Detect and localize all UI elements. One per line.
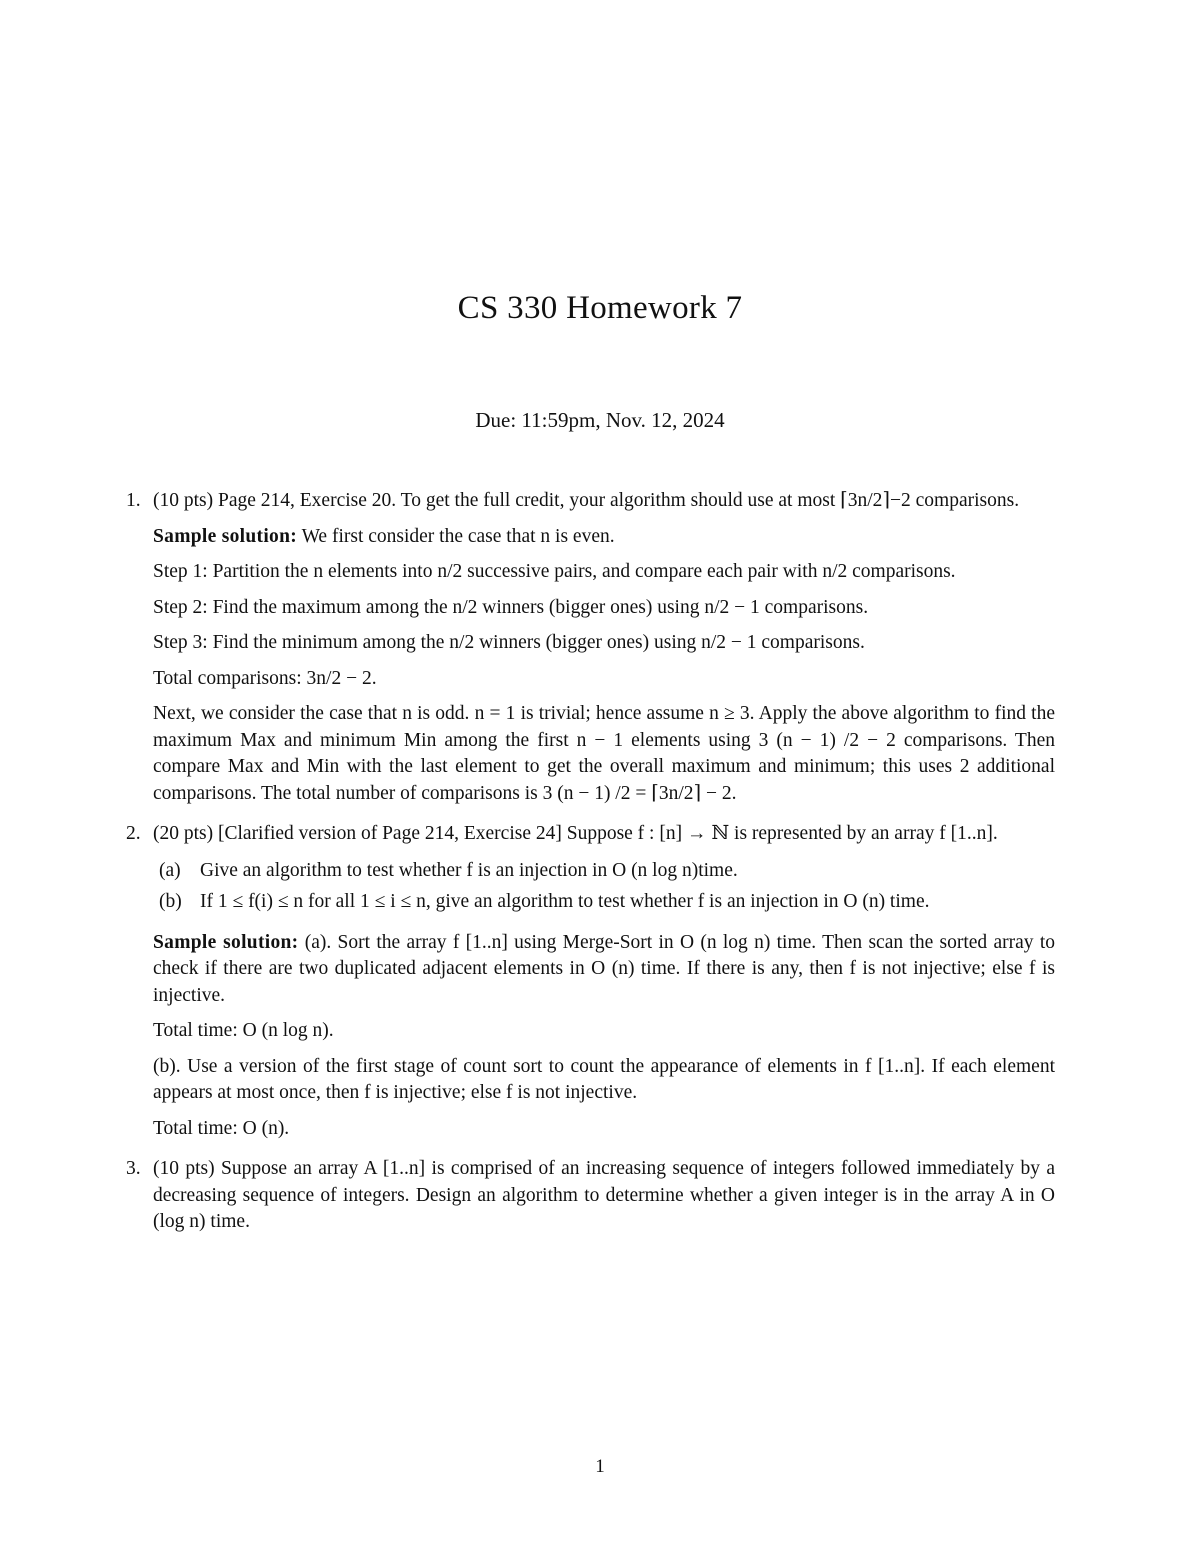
subitem-b bbox=[153, 889, 1055, 916]
due-date: Due: 11:59pm, Nov. 12, 2024 bbox=[475, 408, 725, 432]
solution-total: Total comparisons: 3n/2 − 2. bbox=[153, 667, 377, 689]
problem-statement: (10 pts) Page 214, Exercise 20. To get the full credit, your algorithm should use at most ⌈3n/2⌉−2 comparisons. bbox=[153, 490, 1020, 511]
subitem-text: If 1 ≤ f(i) ≤ n for all 1 ≤ i ≤ n, give an algorithm to test whether f is an injection in O (n) time. bbox=[200, 891, 930, 912]
page-number: 1 bbox=[595, 1456, 605, 1477]
solution-label: Sample solution: bbox=[153, 931, 299, 953]
subitem-label: (a) bbox=[159, 859, 181, 881]
solution-total-a: Total time: O (n log n). bbox=[153, 1020, 334, 1041]
solution-intro bbox=[153, 524, 1055, 551]
solution-step-3: Step 3: Find the minimum among the n/2 winners (bigger ones) using n/2 − 1 comparisons. bbox=[153, 632, 865, 653]
problem-number: 1. bbox=[126, 490, 141, 511]
subitem-label: (b) bbox=[159, 891, 182, 912]
solution-label: Sample solution: bbox=[153, 525, 298, 547]
problem-statement: (20 pts) [Clarified version of Page 214, Exercise 24] Suppose f : [n] → ℕ is represented by an array f [1..n]. bbox=[153, 823, 998, 844]
problem-statement: (10 pts) Suppose an array A [1..n] is comprised of an increasing sequence of integers followed immediately by a decreasing sequence of integers. Design an algorithm to determine whether a given integer is in the array A in O (log n) time. bbox=[153, 1158, 1055, 1232]
solution-text: We first consider the case that n is even. bbox=[301, 525, 615, 547]
solution-step-2: Step 2: Find the maximum among the n/2 winners (bigger ones) using n/2 − 1 comparisons. bbox=[153, 596, 869, 618]
problem-3 bbox=[120, 1156, 1055, 1236]
problem-list bbox=[120, 488, 1055, 1250]
subitem-a bbox=[153, 858, 1055, 885]
subitem-list bbox=[153, 858, 1055, 916]
problem-number: 3. bbox=[126, 1158, 141, 1179]
subitem-text: Give an algorithm to test whether f is an injection in O (n log n)time. bbox=[200, 859, 738, 881]
problem-number: 2. bbox=[126, 823, 141, 844]
problem-1 bbox=[120, 488, 1055, 807]
problem-2 bbox=[120, 821, 1055, 1142]
solution-part-b: (b). Use a version of the first stage of count sort to count the appearance of elements in f [1..n]. If each element appears at most once, then f is injective; else f is not injective. bbox=[153, 1055, 1055, 1103]
solution-step-1: Step 1: Partition the n elements into n/2 successive pairs, and compare each pair with n/2 comparisons. bbox=[153, 561, 956, 582]
solution-intro bbox=[153, 930, 1055, 1010]
solution-text: (a). Sort the array f [1..n] using Merge-Sort in O (n log n) time. Then scan the sorted array to check if there are two duplicated adjacent elements in O (n) time. If there is any, then f is not injective; else f is injective. bbox=[153, 931, 1055, 1006]
solution-odd-case: Next, we consider the case that n is odd. n = 1 is trivial; hence assume n ≥ 3. Apply the above algorithm to find the maximum Max and minimum Min among the first n − 1 elements using 3 (n − 1) /2 − 2 comparisons. Then compare Max and Min with the last element to get the overall maximum and minimum; this uses 2 additional comparisons. The total number of comparisons is 3 (n − 1) /2 = ⌈3n/2⌉ − 2. bbox=[153, 703, 1055, 804]
solution-total-b: Total time: O (n). bbox=[153, 1117, 290, 1139]
page-title: CS 330 Homework 7 bbox=[457, 290, 743, 326]
